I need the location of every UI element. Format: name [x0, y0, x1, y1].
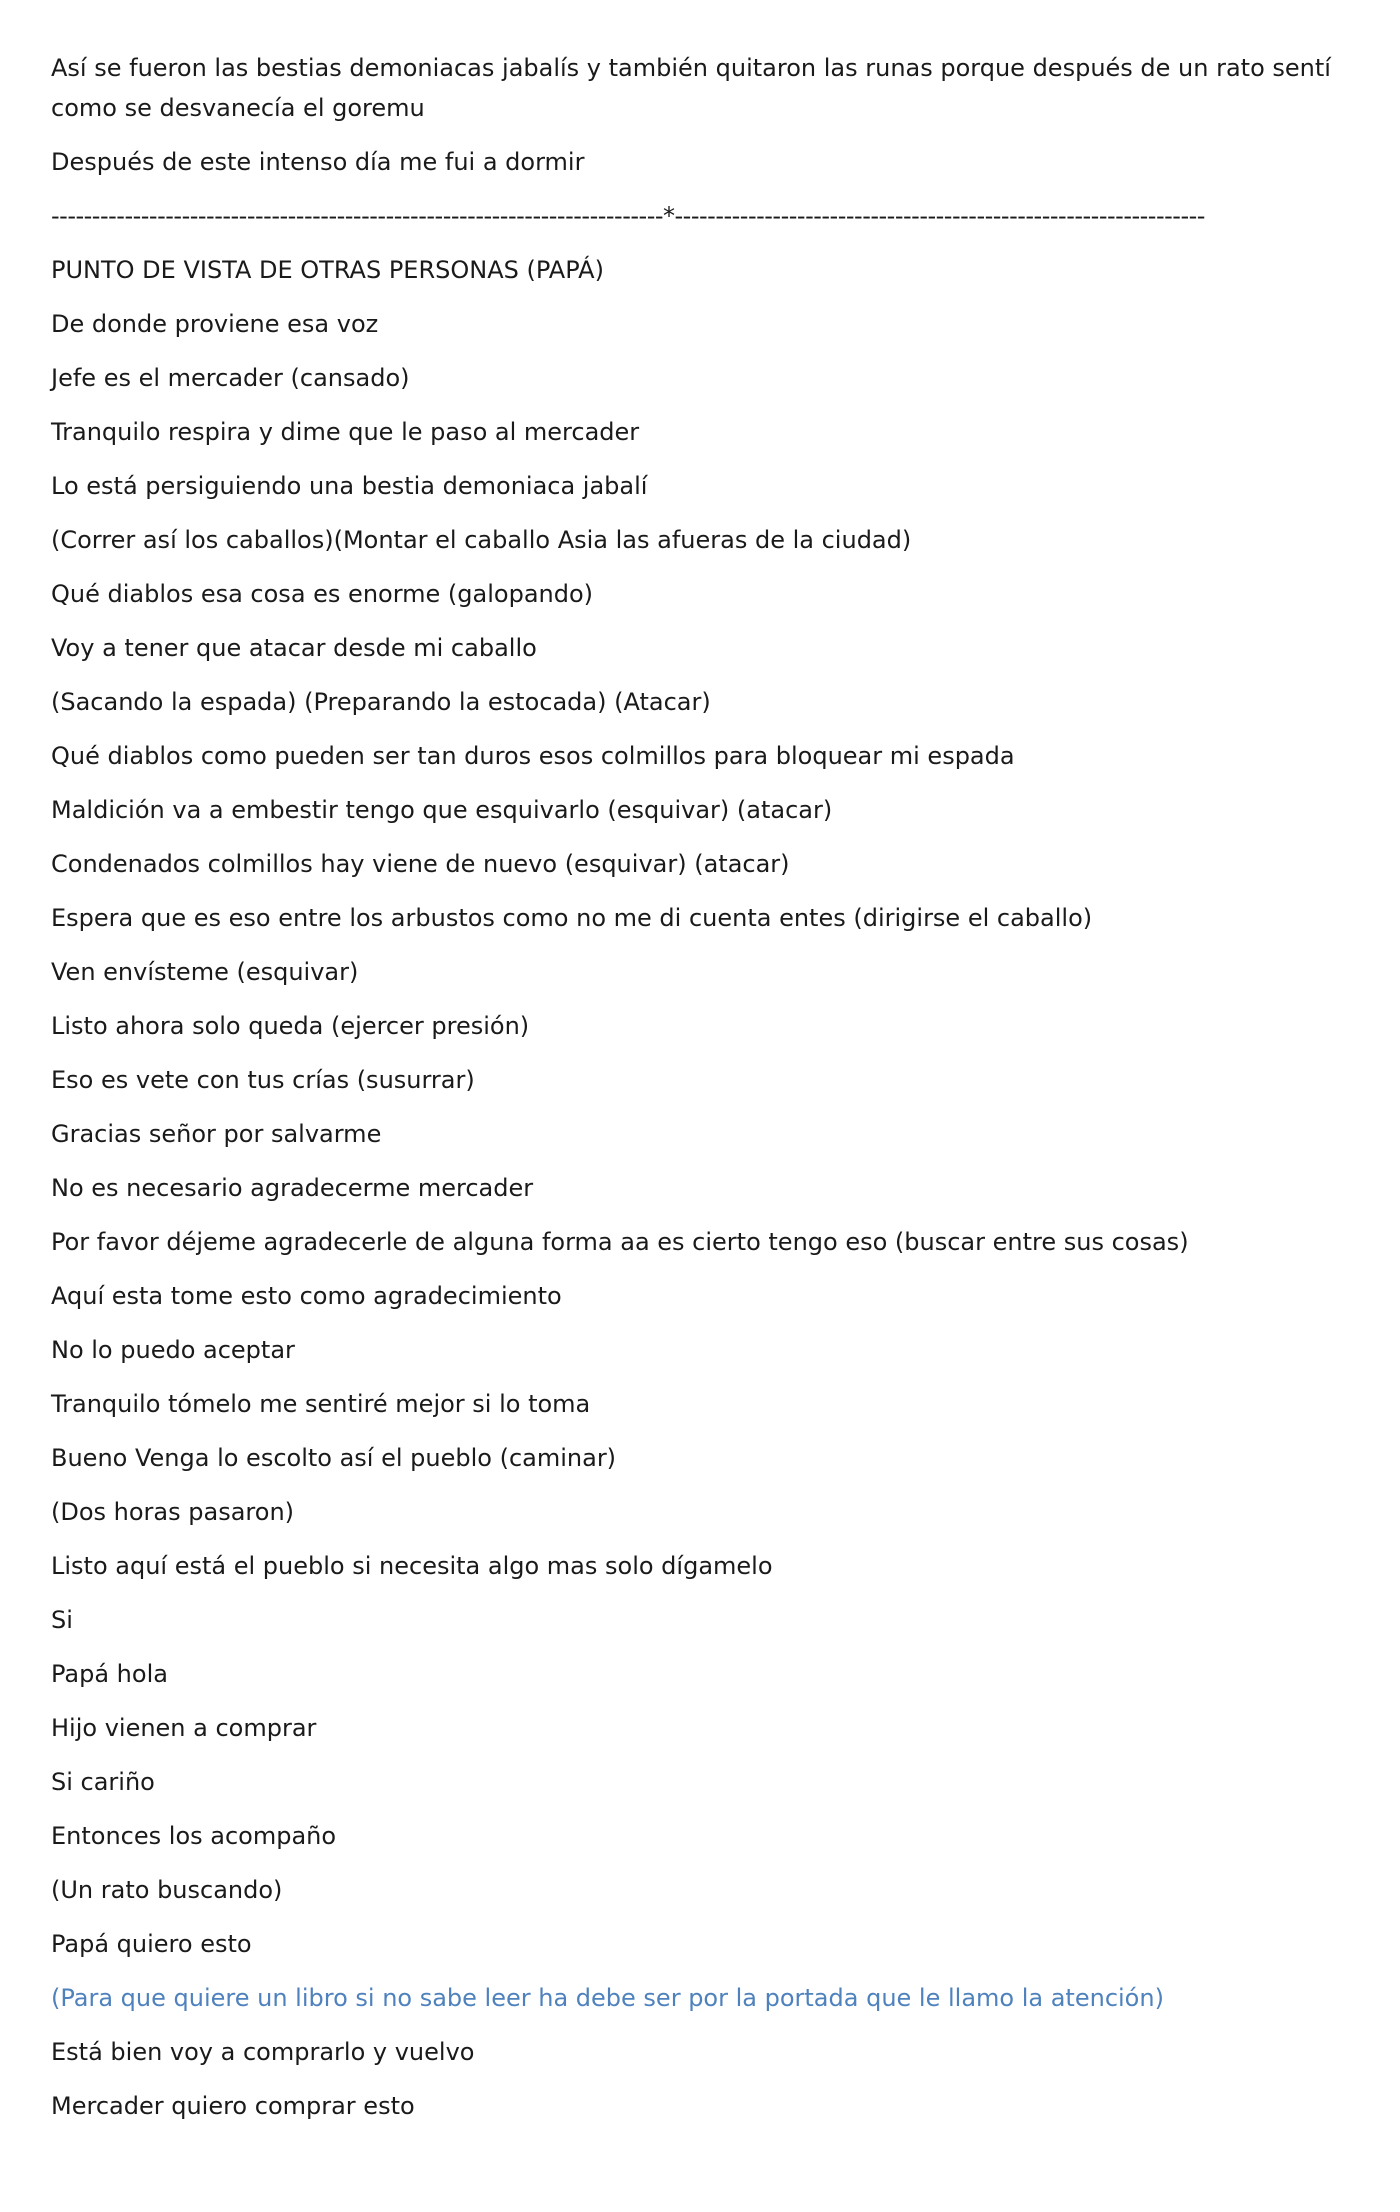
dialogue-line: Eso es vete con tus crías (susurrar) — [51, 1066, 475, 1094]
dialogue-line: (Correr así los caballos)(Montar el caballo Asia las afueras de la ciudad) — [51, 526, 912, 554]
dialogue-line: Qué diablos esa cosa es enorme (galopando) — [51, 580, 594, 608]
dialogue-line: Gracias señor por salvarme — [51, 1120, 382, 1148]
dialogue-line: Si cariño — [51, 1768, 155, 1796]
thought-line: (Para que quiere un libro si no sabe leer ha debe ser por la portada que le llamo la atención) — [51, 1984, 1164, 2012]
dialogue-line: Aquí esta tome esto como agradecimiento — [51, 1282, 562, 1310]
paragraph-sleep: Después de este intenso día me fui a dormir — [51, 148, 585, 176]
dialogue-line: Está bien voy a comprarlo y vuelvo — [51, 2038, 475, 2066]
dialogue-line: Tranquilo tómelo me sentiré mejor si lo toma — [51, 1390, 591, 1418]
dialogue-line: (Sacando la espada) (Preparando la estocada) (Atacar) — [51, 688, 711, 716]
section-separator: ---------------------------------------------------------------------------*----------------------------------------------------------------- — [51, 202, 1205, 230]
dialogue-line: Qué diablos como pueden ser tan duros esos colmillos para bloquear mi espada — [51, 742, 1015, 770]
paragraph-intro: Así se fueron las bestias demoniacas jabalís y también quitaron las runas porque después de un rato sentí como se desvanecía el goremu — [51, 54, 1331, 122]
dialogue-line: Maldición va a embestir tengo que esquivarlo (esquivar) (atacar) — [51, 796, 833, 824]
dialogue-line: Mercader quiero comprar esto — [51, 2092, 415, 2120]
dialogue-line: Si — [51, 1606, 73, 1634]
section-heading: PUNTO DE VISTA DE OTRAS PERSONAS (PAPÁ) — [51, 256, 604, 284]
dialogue-line: Hijo vienen a comprar — [51, 1714, 317, 1742]
dialogue-line: Espera que es eso entre los arbustos como no me di cuenta entes (dirigirse el caballo) — [51, 904, 1093, 932]
dialogue-line: (Dos horas pasaron) — [51, 1498, 295, 1526]
dialogue-line: De donde proviene esa voz — [51, 310, 379, 338]
dialogue-line: Ven envísteme (esquivar) — [51, 958, 359, 986]
dialogue-line: Tranquilo respira y dime que le paso al mercader — [51, 418, 640, 446]
dialogue-line: Jefe es el mercader (cansado) — [51, 364, 410, 392]
dialogue-line: Listo aquí está el pueblo si necesita algo mas solo dígamelo — [51, 1552, 773, 1580]
dialogue-line: Condenados colmillos hay viene de nuevo (esquivar) (atacar) — [51, 850, 790, 878]
dialogue-line: Entonces los acompaño — [51, 1822, 337, 1850]
dialogue-line: Por favor déjeme agradecerle de alguna forma aa es cierto tengo eso (buscar entre sus cosas) — [51, 1228, 1189, 1256]
dialogue-line: (Un rato buscando) — [51, 1876, 283, 1904]
dialogue-line: No lo puedo aceptar — [51, 1336, 295, 1364]
dialogue-line: Voy a tener que atacar desde mi caballo — [51, 634, 537, 662]
dialogue-line: Bueno Venga lo escolto así el pueblo (caminar) — [51, 1444, 617, 1472]
dialogue-line: Listo ahora solo queda (ejercer presión) — [51, 1012, 530, 1040]
dialogue-line: Papá quiero esto — [51, 1930, 252, 1958]
dialogue-line: Lo está persiguiendo una bestia demoniaca jabalí — [51, 472, 648, 500]
dialogue-line: No es necesario agradecerme mercader — [51, 1174, 534, 1202]
dialogue-line: Papá hola — [51, 1660, 168, 1688]
document-body — [51, 48, 1351, 2133]
